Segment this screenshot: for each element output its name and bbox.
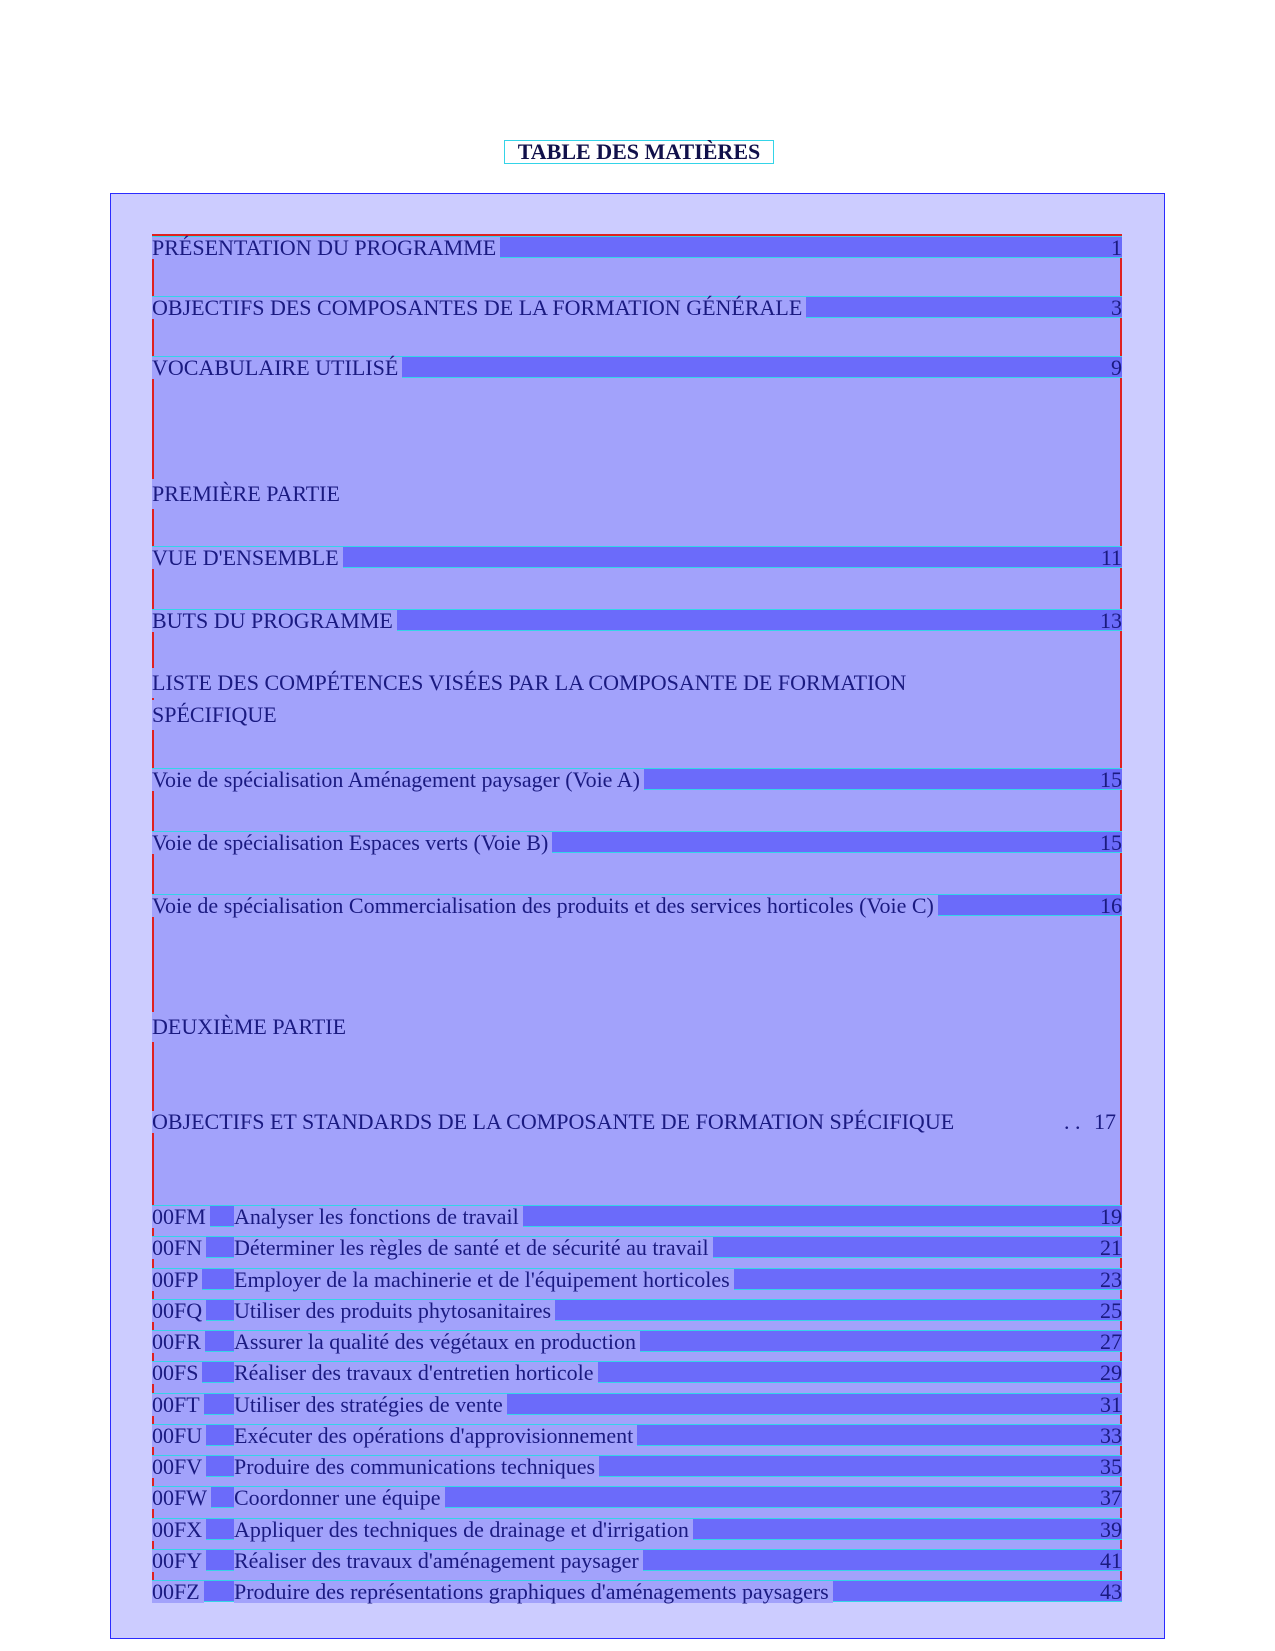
toc-entry-page: 9 bbox=[1111, 355, 1122, 380]
toc-entry-page: 17 bbox=[1094, 1109, 1116, 1134]
competency-code: 00FR bbox=[152, 1331, 205, 1353]
toc-entry-label: OBJECTIFS DES COMPOSANTES DE LA FORMATION GÉNÉRALE bbox=[152, 297, 806, 319]
toc-entry[interactable] bbox=[152, 1111, 1122, 1133]
competency-entry[interactable] bbox=[152, 1549, 1122, 1571]
competency-page: 21 bbox=[1100, 1235, 1122, 1261]
competency-label: Exécuter des opérations d'approvisionnement bbox=[234, 1425, 637, 1447]
competency-label: Produire des représentations graphiques d'aménagements paysagers bbox=[234, 1581, 833, 1603]
toc-entry-label: Voie de spécialisation Commercialisation des produits et des services horticoles (Voie C) bbox=[152, 895, 938, 917]
toc-entry[interactable] bbox=[152, 609, 1122, 631]
toc-entry-page: 1 bbox=[1111, 235, 1122, 260]
toc-entry-label: PRÉSENTATION DU PROGRAMME bbox=[152, 237, 500, 259]
competency-entry[interactable] bbox=[152, 1330, 1122, 1352]
toc-entry-page: 15 bbox=[1100, 767, 1122, 792]
competency-entry[interactable] bbox=[152, 1360, 1122, 1386]
competency-code: 00FN bbox=[152, 1237, 206, 1259]
toc-entry[interactable] bbox=[152, 768, 1122, 790]
toc-entry[interactable] bbox=[152, 236, 1122, 258]
competency-label: Utiliser des stratégies de vente bbox=[234, 1394, 507, 1416]
toc-entry-page: 11 bbox=[1100, 545, 1122, 570]
competency-page: 31 bbox=[1100, 1391, 1122, 1417]
competency-code: 00FX bbox=[152, 1519, 206, 1541]
toc-entry[interactable] bbox=[152, 356, 1122, 378]
toc-entry[interactable] bbox=[152, 894, 1122, 916]
competency-label: Réaliser des travaux d'aménagement paysager bbox=[234, 1550, 643, 1572]
toc-entry[interactable] bbox=[152, 831, 1122, 853]
competency-page: 23 bbox=[1100, 1266, 1122, 1292]
competency-entry[interactable] bbox=[152, 1455, 1122, 1477]
competency-page: 43 bbox=[1100, 1579, 1122, 1604]
competency-page: 35 bbox=[1100, 1454, 1122, 1479]
competency-label: Analyser les fonctions de travail bbox=[234, 1206, 523, 1228]
competency-code: 00FP bbox=[152, 1269, 202, 1291]
competency-code: 00FY bbox=[152, 1550, 206, 1572]
toc-entry-page: 16 bbox=[1100, 893, 1122, 918]
competency-page: 25 bbox=[1100, 1297, 1122, 1323]
toc-entry[interactable] bbox=[152, 546, 1122, 568]
toc-entry-page: 13 bbox=[1100, 608, 1122, 633]
toc-entry-label: Voie de spécialisation Espaces verts (Voie B) bbox=[152, 832, 552, 854]
competency-page: 39 bbox=[1100, 1516, 1122, 1542]
toc-entry-label: Voie de spécialisation Aménagement paysager (Voie A) bbox=[152, 769, 644, 791]
competency-code: 00FT bbox=[152, 1394, 204, 1416]
competency-label: Employer de la machinerie et de l'équipement horticoles bbox=[234, 1269, 734, 1291]
toc-entry[interactable] bbox=[152, 296, 1122, 318]
competency-page: 37 bbox=[1100, 1485, 1122, 1511]
competency-code: 00FW bbox=[152, 1487, 211, 1509]
toc-entry-label: BUTS DU PROGRAMME bbox=[152, 610, 397, 632]
part-heading: PREMIÈRE PARTIE bbox=[152, 479, 340, 509]
section-heading: LISTE DES COMPÉTENCES VISÉES PAR LA COMPOSANTE DE FORMATION bbox=[152, 668, 906, 698]
section-heading: SPÉCIFIQUE bbox=[152, 700, 277, 730]
part-heading: DEUXIÈME PARTIE bbox=[152, 1012, 346, 1042]
toc-entry-label: VOCABULAIRE UTILISÉ bbox=[152, 357, 402, 379]
toc-entry-label: OBJECTIFS ET STANDARDS DE LA COMPOSANTE DE FORMATION SPÉCIFIQUE bbox=[152, 1111, 958, 1133]
competency-label: Coordonner une équipe bbox=[234, 1487, 445, 1509]
competency-code: 00FQ bbox=[152, 1300, 206, 1322]
competency-label: Produire des communications techniques bbox=[234, 1456, 599, 1478]
competency-label: Réaliser des travaux d'entretien horticole bbox=[234, 1362, 598, 1384]
competency-label: Assurer la qualité des végétaux en production bbox=[234, 1331, 640, 1353]
toc-entry-dots: . . bbox=[1064, 1109, 1081, 1134]
toc-entry-page: 3 bbox=[1111, 295, 1122, 320]
toc-entry-label: VUE D'ENSEMBLE bbox=[152, 547, 343, 569]
competency-code: 00FS bbox=[152, 1362, 202, 1384]
competency-entry[interactable] bbox=[152, 1424, 1122, 1446]
competency-code: 00FZ bbox=[152, 1581, 204, 1603]
competency-page: 41 bbox=[1100, 1547, 1122, 1573]
competency-entry[interactable] bbox=[152, 1393, 1122, 1415]
competency-label: Déterminer les règles de santé et de sécurité au travail bbox=[234, 1237, 713, 1259]
competency-entry[interactable] bbox=[152, 1235, 1122, 1261]
page-title: TABLE DES MATIÈRES bbox=[504, 140, 774, 164]
competency-entry[interactable] bbox=[152, 1299, 1122, 1321]
competency-entry[interactable] bbox=[152, 1518, 1122, 1540]
competency-code: 00FV bbox=[152, 1456, 206, 1478]
competency-code: 00FM bbox=[152, 1206, 210, 1228]
toc-entry-page: 15 bbox=[1100, 830, 1122, 855]
competency-code: 00FU bbox=[152, 1425, 206, 1447]
competency-page: 33 bbox=[1100, 1422, 1122, 1448]
competency-page: 27 bbox=[1100, 1329, 1122, 1354]
competency-entry[interactable] bbox=[152, 1485, 1122, 1511]
competency-entry[interactable] bbox=[152, 1268, 1122, 1290]
competency-label: Utiliser des produits phytosanitaires bbox=[234, 1300, 555, 1322]
competency-page: 29 bbox=[1100, 1360, 1122, 1386]
competency-label: Appliquer des techniques de drainage et d'irrigation bbox=[234, 1519, 693, 1541]
competency-page: 19 bbox=[1100, 1204, 1122, 1229]
competency-entry[interactable] bbox=[152, 1205, 1122, 1227]
competency-entry[interactable] bbox=[152, 1580, 1122, 1602]
